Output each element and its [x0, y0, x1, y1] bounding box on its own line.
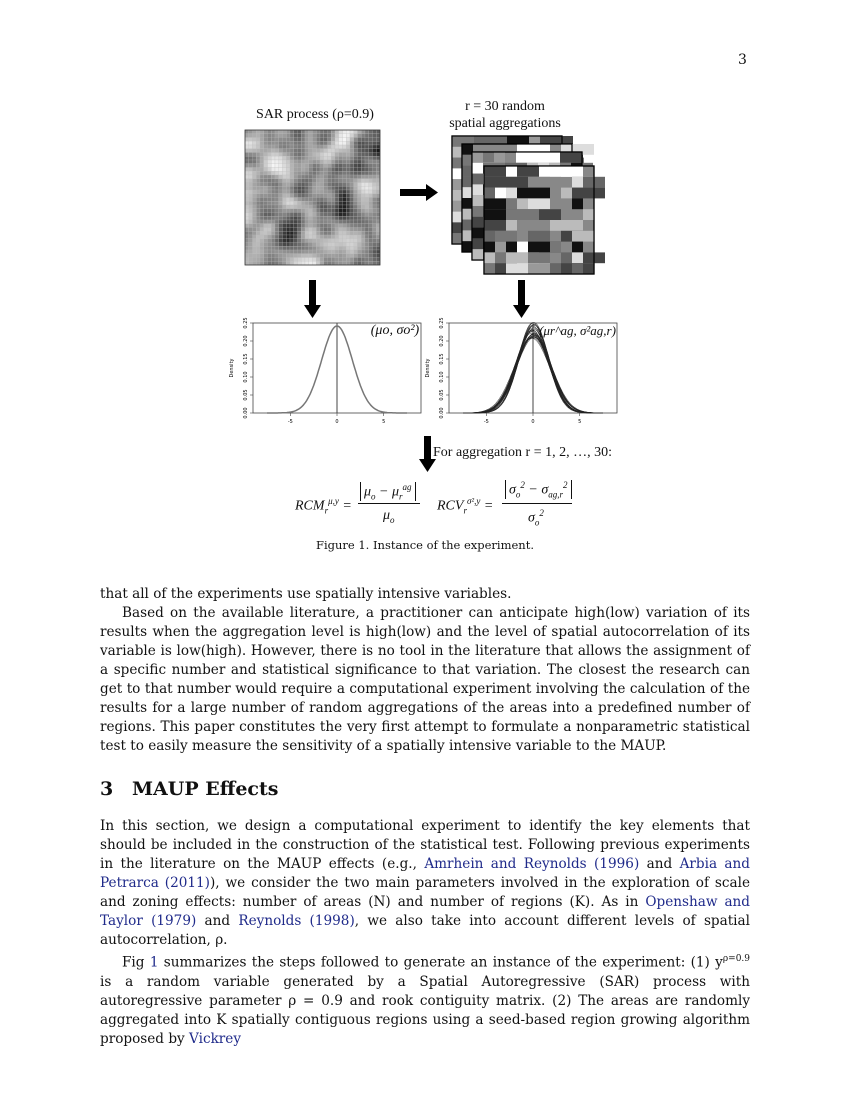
rcm-denominator: $\mu_o$: [383, 508, 395, 525]
citation-reynolds[interactable]: Reynolds (1998): [238, 913, 355, 929]
y-tick-label: 0.20: [243, 335, 249, 347]
p3-text-d: and: [196, 913, 239, 929]
citation-amrhein-reynolds[interactable]: Amrhein and Reynolds (1996): [424, 856, 640, 872]
paragraph-1: that all of the experiments use spatially intensive variables.: [100, 586, 512, 602]
rcm-formula: $RCM_r^{\mu,y}$ =: [295, 496, 352, 516]
rcm-numerator: $\mu_o - \mu_r^{ag}$: [360, 482, 416, 501]
aggregation-maps-image: [452, 136, 605, 274]
x-tick-label: -5: [287, 419, 293, 425]
y-tick-label: 0.10: [439, 371, 445, 383]
p4-text-c: is a random variable generated by a Spatial Autoregressive (SAR) process with autoregressive parameter ρ = 0.9 and rook contiguity matrix. (2) The areas are randomly aggregated into K spatially contiguous regions using a seed-based region growing algorithm proposed by: [100, 973, 750, 1047]
figure-caption: Figure 1. Instance of the experiment.: [315, 538, 534, 552]
p3-text-e: , we also take into account different levels of spatial autocorrelation, ρ.: [100, 913, 750, 948]
p3-text-a: In this section, we design a computational experiment to identify the key elements that should be included in the construction of the statistical test. Following previous experiments in the literature on the MAUP effects (e.g.,: [100, 818, 750, 872]
section-heading: [100, 778, 278, 800]
rcm-symbol: RCM: [295, 498, 325, 514]
y-tick-label: 0.00: [439, 407, 445, 419]
y-axis-label: Density: [425, 358, 431, 378]
p3-text-b: and: [639, 856, 680, 872]
rcv-denominator: $\sigma_o^2$: [528, 508, 544, 528]
rcv-fraction-bar: [502, 503, 572, 504]
right-arrow-icon: [400, 184, 438, 201]
down-arrow-left-icon: [304, 280, 321, 318]
x-tick-label: -5: [483, 419, 489, 425]
rcv-formula: $RCV_r^{\sigma^2,y}$ =: [437, 496, 494, 516]
p3-text-c: ), we consider the two main parameters involved in the exploration of scale and zoning effects: number of areas (N) and number of regions (K). As in: [100, 875, 751, 910]
y-axis-label: Density: [229, 358, 235, 378]
sar-field-image: [245, 130, 380, 265]
paragraph-3: [100, 817, 750, 950]
citation-vickrey[interactable]: Vickrey: [189, 1030, 242, 1047]
paragraph-2: Based on the available literature, a practitioner can anticipate high(low) variation of its results when the aggregation level is high(low) and the level of spatial autocorrelation of its variable is low(high). However, there is no tool in the literature that allows the assignment of a specific number and statistical significance to that variation. The closest the research can get to that number would require a computational experiment involving the calculation of the results for a large number of random aggregations of the areas into a predefined number of regions. This paper constitutes the very first attempt to formulate a nonparametric statistical test to easily measure the sensitivity of a spatially intensive variable to the MAUP.: [100, 605, 750, 754]
y-tick-label: 0.15: [439, 353, 445, 365]
y-tick-label: 0.00: [243, 407, 249, 419]
rcv-symbol: RCV: [437, 498, 464, 514]
paragraph-4: [100, 950, 750, 1049]
rcm-fraction-bar: [358, 503, 420, 504]
page-number: 3: [738, 52, 747, 68]
rcv-numerator: $\sigma_o^2 - \sigma_{ag,r}^2$: [505, 480, 572, 499]
p4-text-b: summarizes the steps followed to generate an instance of the experiment: (1) y: [158, 954, 723, 971]
y-tick-label: 0.25: [439, 317, 445, 329]
x-tick-label: 0: [531, 419, 535, 425]
for-aggregation-label: For aggregation r = 1, 2, …, 30:: [433, 445, 612, 460]
y-tick-label: 0.05: [243, 389, 249, 401]
y-tick-label: 0.20: [439, 335, 445, 347]
y-tick-label: 0.25: [243, 317, 249, 329]
y-tick-label: 0.10: [243, 371, 249, 383]
y-tick-label: 0.15: [243, 353, 249, 365]
x-tick-label: 5: [578, 419, 582, 425]
citation-openshaw-taylor[interactable]: Openshaw and Taylor (1979): [100, 894, 751, 929]
down-arrow-right-icon: [513, 280, 530, 318]
y-tick-label: 0.05: [439, 389, 445, 401]
agg-title-line1: r = 30 random: [465, 99, 545, 114]
p4-text-a: Fig: [122, 954, 150, 971]
density-left-params: (μo, σo²): [370, 323, 420, 338]
agg-title-line2: spatial aggregations: [449, 116, 561, 131]
x-tick-label: 5: [382, 419, 386, 425]
body-lower: [100, 817, 750, 1049]
section-number: 3: [100, 778, 114, 800]
p4-superscript: ρ=0.9: [722, 954, 751, 964]
section-title: MAUP Effects: [132, 778, 279, 800]
figure-1-link[interactable]: 1: [149, 954, 159, 971]
citation-arbia-petrarca[interactable]: Arbia and Petrarca (2011): [100, 856, 750, 891]
body-upper: [100, 585, 750, 756]
x-tick-label: 0: [335, 419, 339, 425]
density-right-params: (μr^ag, σ²ag,r): [539, 323, 616, 338]
sar-title: SAR process (ρ=0.9): [256, 107, 374, 122]
